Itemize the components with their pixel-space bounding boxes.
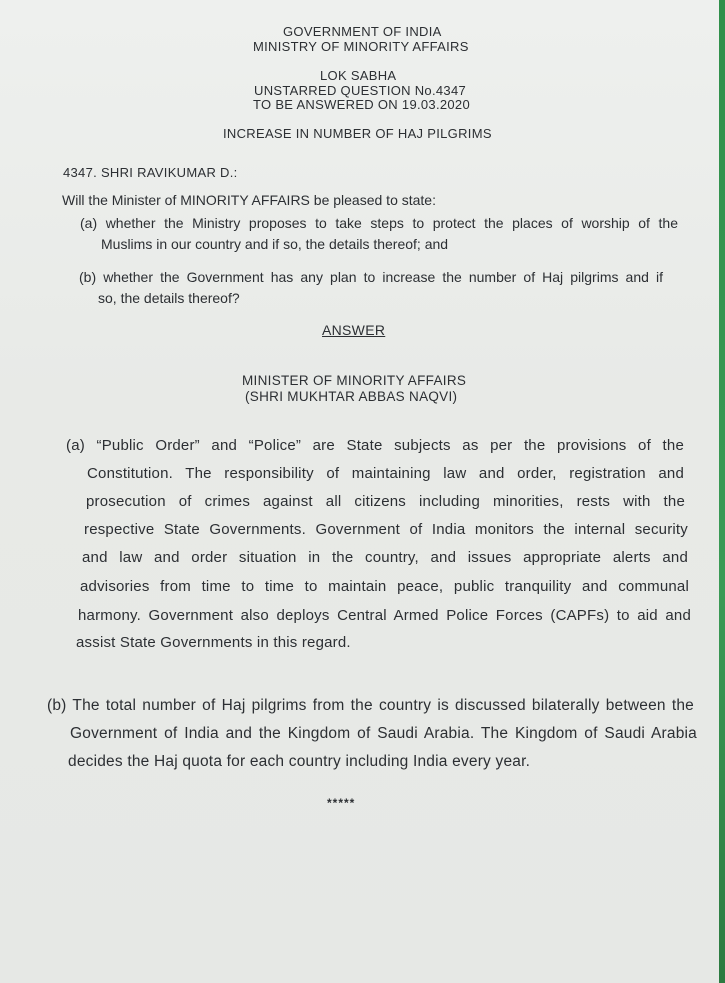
- question-part-a-line-2: Muslims in our country and if so, the details thereof; and: [101, 236, 449, 252]
- answer-part-a-line-2: Constitution. The responsibility of maintaining law and order, registration and: [87, 465, 684, 482]
- question-number: UNSTARRED QUESTION No.4347: [254, 83, 466, 98]
- government-title: GOVERNMENT OF INDIA: [283, 24, 442, 39]
- answer-part-a-line-3: prosecution of crimes against all citizens including minorities, rests with the: [86, 493, 685, 510]
- answer-date: TO BE ANSWERED ON 19.03.2020: [253, 97, 470, 112]
- question-intro: Will the Minister of MINORITY AFFAIRS be pleased to state:: [62, 192, 436, 208]
- answer-part-b-line-1: (b) The total number of Haj pilgrims from the country is discussed bilaterally between the: [47, 697, 694, 714]
- answer-part-a-line-7: harmony. Government also deploys Central Armed Police Forces (CAPFs) to aid and: [78, 607, 691, 624]
- answer-minister-name: (SHRI MUKHTAR ABBAS NAQVI): [245, 389, 458, 404]
- answer-part-a-line-4: respective State Governments. Government of India monitors the internal security: [84, 521, 688, 538]
- answer-part-a-line-6: advisories from time to time to maintain peace, public tranquility and communal: [80, 578, 689, 595]
- end-mark: *****: [327, 796, 356, 810]
- page-edge-strip: [719, 0, 725, 983]
- question-asker: 4347. SHRI RAVIKUMAR D.:: [63, 165, 238, 180]
- answer-part-a-line-5: and law and order situation in the country, and issues appropriate alerts and: [82, 549, 688, 566]
- question-part-b-line-2: so, the details thereof?: [98, 290, 240, 306]
- answer-part-b-line-2: Government of India and the Kingdom of Saudi Arabia. The Kingdom of Saudi Arabia: [70, 725, 697, 742]
- answer-minister: MINISTER OF MINORITY AFFAIRS: [242, 373, 467, 388]
- house-name: LOK SABHA: [320, 68, 397, 83]
- answer-part-a-line-8: assist State Governments in this regard.: [76, 634, 351, 651]
- answer-part-b-line-3: decides the Haj quota for each country including India every year.: [68, 753, 531, 770]
- answer-heading: ANSWER: [322, 322, 386, 338]
- answer-part-a-line-1: (a) “Public Order” and “Police” are State subjects as per the provisions of the: [66, 437, 684, 454]
- subject-title: INCREASE IN NUMBER OF HAJ PILGRIMS: [223, 126, 492, 141]
- ministry-title: MINISTRY OF MINORITY AFFAIRS: [253, 39, 469, 54]
- question-part-b-line-1: (b) whether the Government has any plan to increase the number of Haj pilgrims and if: [79, 269, 663, 285]
- question-part-a-line-1: (a) whether the Ministry proposes to take steps to protect the places of worship of the: [80, 215, 678, 231]
